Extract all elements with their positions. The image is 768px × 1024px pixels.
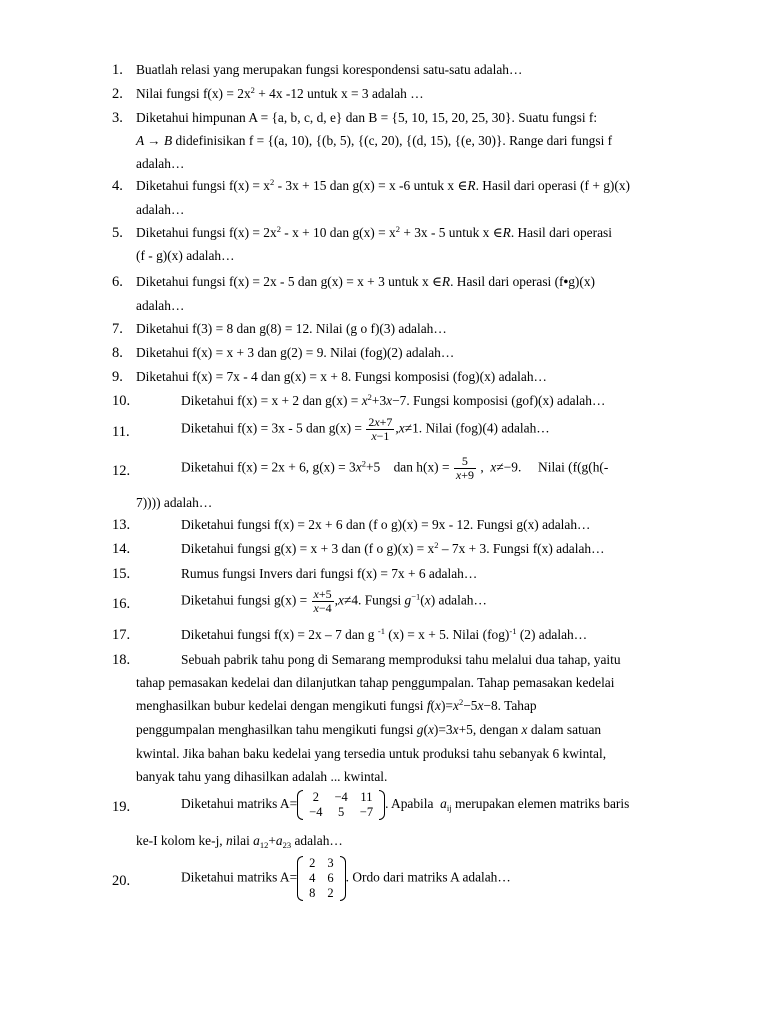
question-number: 4.: [112, 178, 123, 194]
question-text: Diketahui matriks A= 2 3 4 6 8 2 . Ordo dari matriks A adalah…: [181, 856, 511, 900]
question-text: Diketahui fungsi f(x) = 2x + 6 dan (f o g)(x) = 9x - 12. Fungsi g(x) adalah…: [181, 517, 591, 532]
question-text: Diketahui fungsi g(x) = x + 3 dan (f o $g)(x) = x^2 - 7x + 3$. Fungsi f(x) adalah…: [181, 540, 605, 556]
question-text: Diketahui f(x) = 2x + 6, $g(x) = 3x^2+5$ dan h(x) = $\frac{5}{x+9}$ , x≠−9. Nilai (f(g(h(-: [181, 454, 609, 482]
matrix-a: 2 −4 11 −4 5 −7: [297, 790, 385, 820]
fraction: $\frac{5}{x+9}$: [455, 454, 474, 482]
question-text: tahap pemasakan kedelai dan dilanjutkan tahap penggumpalan. Tahap pemasakan kedelai: [136, 675, 615, 690]
question-number: 18.: [112, 652, 131, 668]
question-text: adalah…: [136, 156, 185, 171]
question-number: 10.: [112, 393, 131, 409]
question-number: 14.: [112, 541, 131, 557]
question-text: menghasilkan bubur kedelai dengan mengikuti fungsi $f(x)=x^2-5x-8$. Tahap: [136, 697, 537, 713]
question-text: Diketahui fungsi f(x) = 2x - 5 dan g(x) = x + 3 untuk x ∈R. Hasil dari operasi (f•g)(x): [136, 274, 596, 289]
question-text: Diketahui fungsi f(x) = 2x – 7 dan g $^{-1}$ (x) = x + 5. Nilai (fog)$^{-1}$ (2) adalah…: [181, 626, 588, 642]
fraction: $\frac{x+5}{x-4}$: [313, 587, 332, 615]
question-text: (f - g)(x) adalah…: [136, 248, 235, 263]
question-text: adalah…: [136, 202, 185, 217]
question-text: adalah…: [136, 298, 185, 313]
question-text: Diketahui fungsi g(x) = $\frac{x+5}{x-4}$ ,x≠4. Fungsi $g^{-1}(x)$ adalah…: [181, 587, 487, 615]
question-number: 3.: [112, 110, 123, 126]
matrix-a: 2 3 4 6 8 2: [297, 856, 346, 901]
question-text: A → B didefinisikan f = {(a, 10), {(b, 5), {(c, 20), {(d, 15), {(e, 30)}. Range dari fungsi f: [136, 133, 613, 148]
question-number: 5.: [112, 225, 123, 241]
question-number: 12.: [112, 463, 131, 479]
question-text: Diketahui himpunan A = {a, b, c, d, e} dan B = {5, 10, 15, 20, 25, 30}. Suatu fungsi f:: [136, 110, 598, 125]
question-number: 9.: [112, 369, 123, 385]
question-text: Diketahui matriks A= 2 −4 11 −4 5 −7 . Apabila $a_{ij}$ merupakan elemen matriks baris: [181, 790, 630, 819]
question-text: Diketahui fungsi $f(x) = 2x^2 - x + 10$ dan $g(x) = x^2 + 3x - 5$ untuk x ∈R. Hasil dari operasi: [136, 224, 612, 240]
question-text: Buatlah relasi yang merupakan fungsi korespondensi satu-satu adalah…: [136, 62, 523, 77]
question-number: 17.: [112, 627, 131, 643]
question-text: Nilai fungsi $f(x) = 2x^2 + 4x$ -12 untuk x = 3 adalah …: [136, 85, 424, 101]
question-text: ke-I kolom ke-j, nilai $a_{12}+a_{23}$ adalah…: [136, 833, 343, 850]
question-text: Diketahui f(x) = 7x - 4 dan g(x) = x + 8. Fungsi komposisi (fog)(x) adalah…: [136, 369, 547, 384]
question-text: banyak tahu yang dihasilkan adalah ... kwintal.: [136, 769, 388, 784]
question-number: 16.: [112, 596, 131, 612]
question-number: 19.: [112, 799, 131, 815]
question-text: Diketahui f(x) = x + 3 dan g(2) = 9. Nilai (fog)(2) adalah…: [136, 345, 455, 360]
question-text: kwintal. Jika bahan baku kedelai yang tersedia untuk produksi tahu sebanyak 6 kwintal,: [136, 746, 607, 761]
question-text: Rumus fungsi Invers dari fungsi f(x) = 7x + 6 adalah…: [181, 566, 478, 581]
question-number: 13.: [112, 517, 131, 533]
question-number: 7.: [112, 321, 123, 337]
question-number: 20.: [112, 873, 131, 889]
question-text: Diketahui f(x) = x + 2 dan $g(x) = x^2+3x-7$. Fungsi komposisi (gof)(x) adalah…: [181, 392, 606, 408]
question-number: 1.: [112, 62, 123, 78]
question-number: 11.: [112, 424, 130, 440]
question-text: Diketahui fungsi $f(x) = x^2 - 3x + 15$ dan g(x) = x -6 untuk x ∈R. Hasil dari operasi (f + g)(x): [136, 177, 631, 193]
fraction: $\frac{2x+7}{x-1}$: [368, 415, 393, 443]
question-number: 8.: [112, 345, 123, 361]
question-text: 7)))) adalah…: [136, 495, 213, 510]
question-number: 2.: [112, 86, 123, 102]
question-text: penggumpalan menghasilkan tahu mengikuti fungsi g(x)=3x+5, dengan x dalam satuan: [136, 722, 602, 737]
question-number: 6.: [112, 274, 123, 290]
question-number: 15.: [112, 566, 131, 582]
question-text: Sebuah pabrik tahu pong di Semarang memproduksi tahu melalui dua tahap, yaitu: [181, 652, 621, 667]
question-text: Diketahui f(x) = 3x - 5 dan g(x) = $\frac{2x+7}{x-1}$ ,x≠1. Nilai (fog)(4) adalah…: [181, 415, 550, 443]
question-text: Diketahui f(3) = 8 dan g(8) = 12. Nilai (g o f)(3) adalah…: [136, 321, 447, 336]
